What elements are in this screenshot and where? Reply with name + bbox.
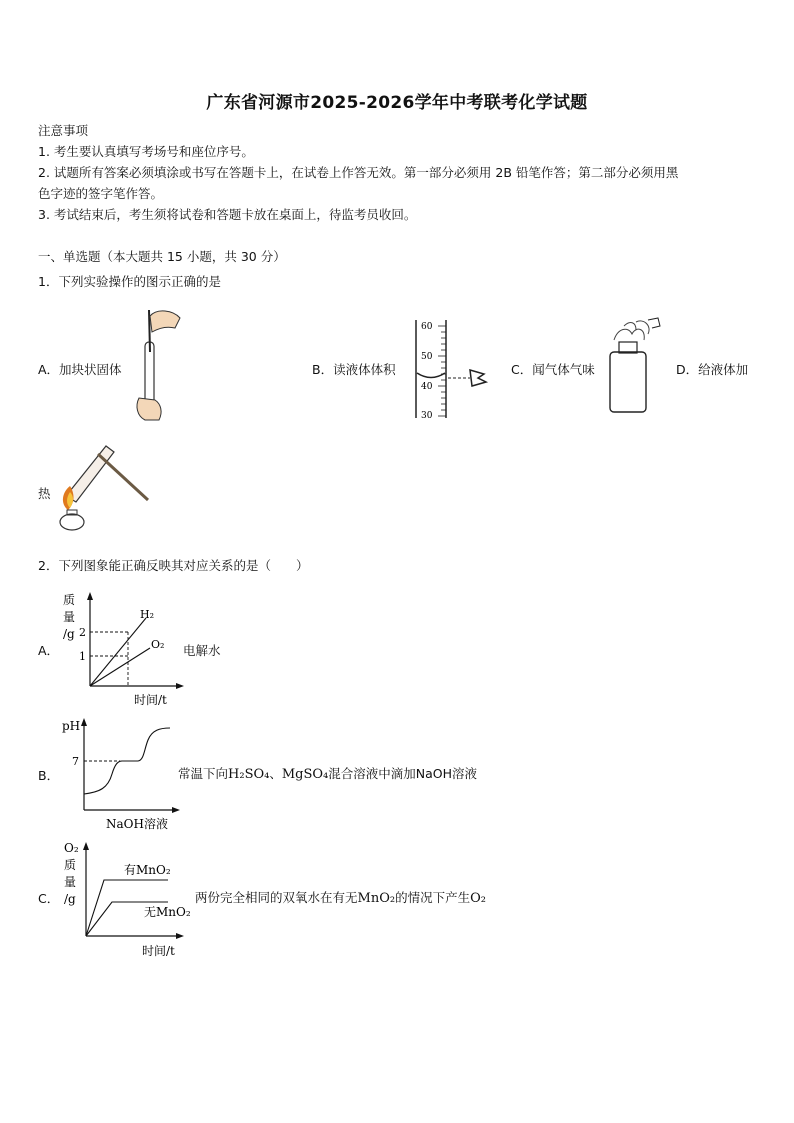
cylinder-tick-30: 30 (421, 411, 433, 421)
q2-b-desc-pre: 常温下向 (178, 766, 229, 781)
notice-item-3: 3. 考试结束后，考生须将试卷和答题卡放在桌面上，待监考员收回。 (38, 207, 417, 222)
q2-b-sep: 、 (269, 766, 282, 781)
q2-c-desc-pre: 两份完全相同的双氧水在有无 (195, 890, 358, 905)
image-heat-liquid (52, 440, 152, 534)
chart-a-ylabel-2: 量 (63, 610, 76, 624)
cylinder-tick-60: 60 (421, 322, 433, 332)
q1-option-b: B．读液体体积 (312, 362, 396, 377)
q1-option-d: D．给液体加 (676, 362, 749, 377)
chart-b-ytick-7: 7 (72, 755, 79, 768)
q2-c-formula-mno2: MnO₂ (357, 891, 396, 906)
notice-heading: 注意事项 (38, 123, 89, 138)
image-smell-gas (606, 316, 666, 416)
section-heading: 一、单选题（本大题共 15 小题，共 30 分） (38, 249, 286, 264)
chart-c-xlabel: 时间/t (142, 944, 175, 958)
page-title: 广东省河源市2025-2026学年中考联考化学试题 (206, 93, 588, 113)
image-add-solid (125, 306, 185, 424)
chart-c-ylabel-4: /g (64, 892, 76, 906)
q2-c-formula-o2: O₂ (470, 891, 486, 906)
series-with-mno2-label: 有MnO₂ (124, 863, 171, 877)
chart-a-xlabel: 时间/t (134, 693, 167, 707)
chart-b-xlabel: NaOH溶液 (106, 817, 168, 831)
chart-c-ylabel-3: 量 (64, 875, 77, 889)
chart-c-ylabel-2: 质 (64, 858, 77, 872)
notice-item-2-cont: 色字迹的签字笔作答。 (38, 186, 164, 201)
chart-a-ylabel-3: /g (63, 627, 75, 641)
q1-option-c: C．闻气体气味 (511, 362, 595, 377)
cylinder-tick-40: 40 (421, 382, 433, 392)
question-1-stem: 1．下列实验操作的图示正确的是 (38, 274, 221, 289)
chart-electrolysis (58, 590, 188, 710)
q2-option-b-desc (178, 764, 477, 782)
cylinder-tick-50: 50 (421, 352, 433, 362)
chart-c-ylabel-1: O₂ (64, 841, 79, 855)
series-h2-line (90, 618, 146, 686)
series-without-mno2-label: 无MnO₂ (144, 905, 191, 919)
q1-option-d-wrap: 热 (38, 486, 51, 501)
q2-b-formula-mgso4: MgSO₄ (281, 767, 329, 782)
q2-c-desc-mid: 的情况下产生 (395, 890, 471, 905)
image-read-volume (412, 318, 494, 420)
q2-option-a-label: A． (38, 643, 60, 658)
q1-option-a: A．加块状固体 (38, 362, 122, 377)
chart-a-ytick-2: 2 (79, 626, 86, 639)
notice-item-1: 1. 考生要认真填写考场号和座位序号。 (38, 144, 254, 159)
q2-option-a-desc: 电解水 (183, 643, 221, 658)
chart-b-ylabel: pH (62, 719, 81, 733)
q2-option-c-desc (195, 888, 486, 906)
q2-option-b-label: B． (38, 768, 60, 783)
question-2-stem: 2．下列图象能正确反映其对应关系的是（ ） (38, 558, 309, 573)
chart-o2 (60, 838, 190, 960)
chart-a-ylabel-1: 质 (63, 593, 76, 607)
q2-b-formula-h2so4: H₂SO₄ (228, 767, 270, 782)
series-o2-label: O₂ (151, 638, 165, 651)
series-h2-label: H₂ (140, 608, 155, 621)
chart-ph (60, 714, 185, 832)
q2-option-c-label: C． (38, 891, 60, 906)
chart-a-ytick-1: 1 (79, 650, 86, 663)
notice-item-2: 2. 试题所有答案必须填涂或书写在答题卡上，在试卷上作答无效。第一部分必须用 2B 铅笔作答；第二部分必须用黑 (38, 165, 679, 180)
series-o2-line (90, 648, 150, 686)
q2-b-desc-post: 混合溶液中滴加NaOH溶液 (328, 766, 478, 781)
